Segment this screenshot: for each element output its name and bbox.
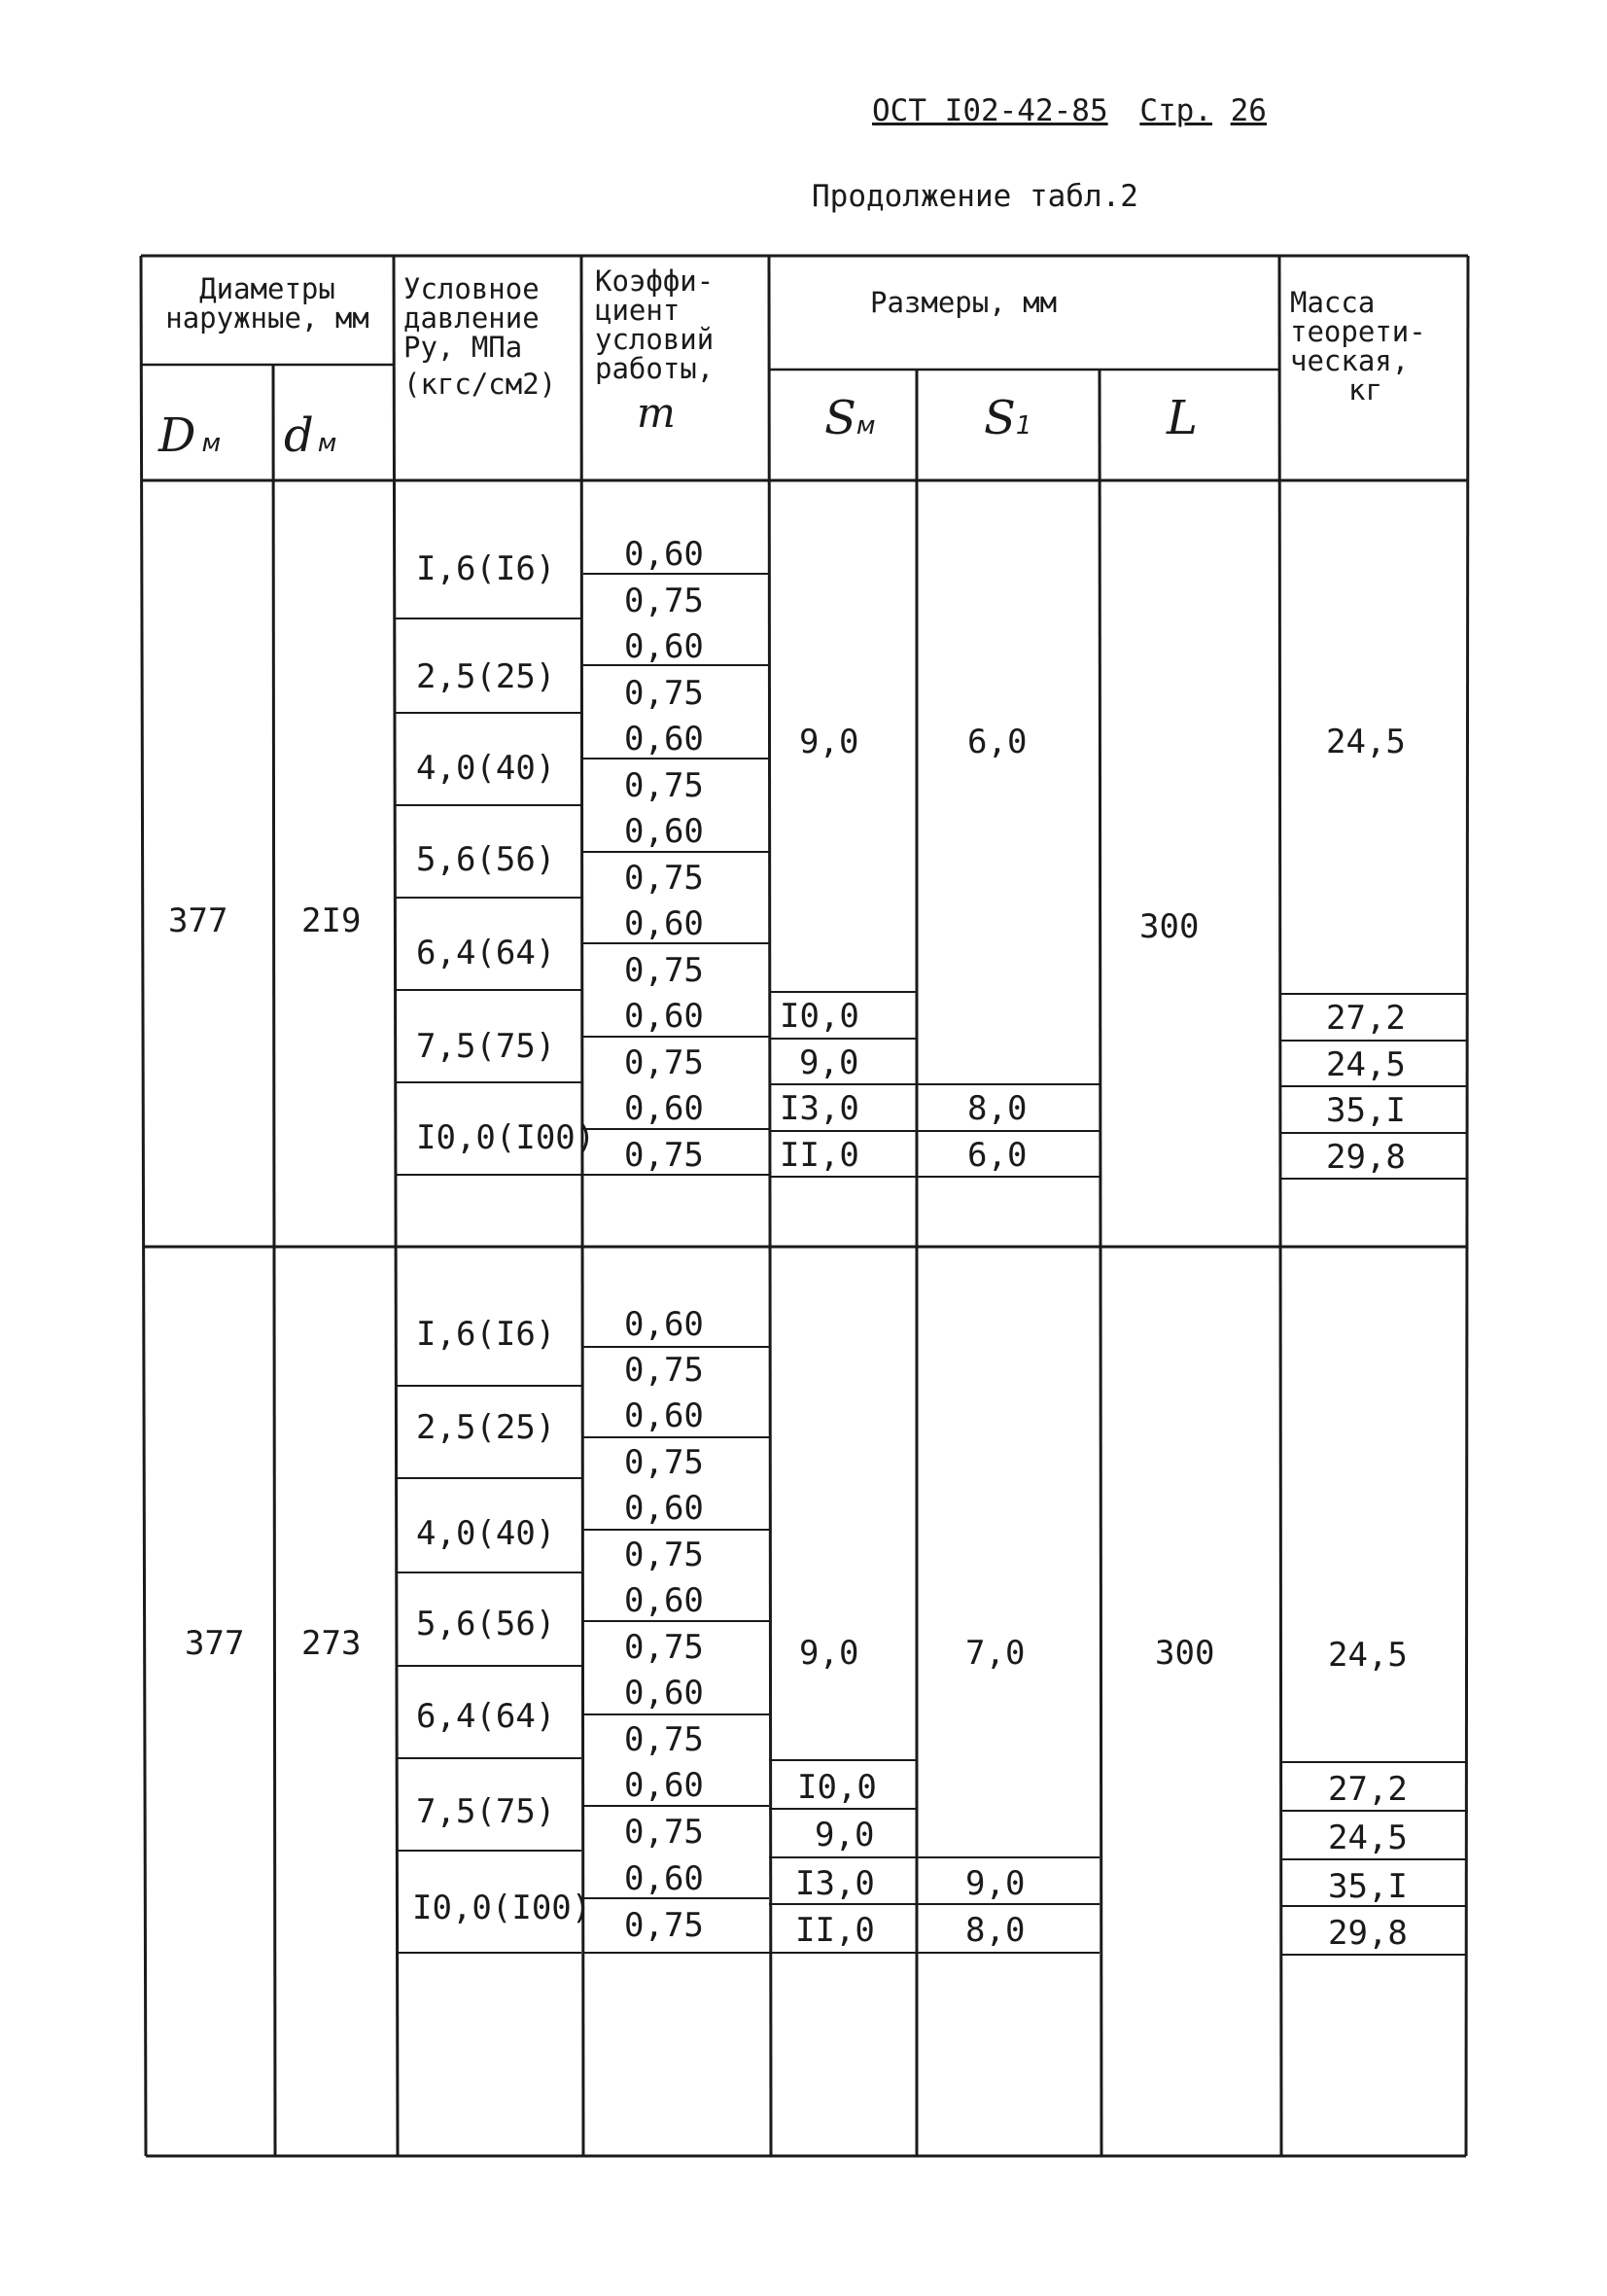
doc-code-text: ОСТ I02-42-85	[872, 93, 1108, 128]
coef-header-line: Коэффи-	[595, 265, 715, 298]
pressure-header-line: (кгс/см2)	[403, 368, 557, 401]
block1-pressure: 4,0(40)	[416, 749, 556, 788]
D-subscript: м	[201, 429, 222, 458]
block1-m: 0,75	[624, 766, 704, 805]
pressure-header-line: Условное	[403, 272, 540, 305]
coef-header	[595, 266, 714, 383]
block1-mass: 24,5	[1326, 1045, 1406, 1084]
block2-m: 0,60	[624, 1859, 704, 1898]
S1-subscript: 1	[1015, 411, 1032, 441]
L-column-header: L	[1167, 391, 1198, 445]
block1-pressure: 2,5(25)	[416, 657, 556, 696]
block1-m: 0,75	[624, 674, 704, 713]
block1-m: 0,60	[624, 904, 704, 943]
block2-D: 377	[185, 1624, 245, 1663]
block2-pressure: I,6(I6)	[416, 1315, 556, 1354]
block2-m: 0,75	[624, 1813, 704, 1852]
coef-header-line: работы,	[595, 352, 715, 385]
block2-L: 300	[1155, 1634, 1215, 1673]
block1-pressure: 5,6(56)	[416, 840, 556, 879]
block1-m: 0,75	[624, 951, 704, 990]
block1-Sm: I3,0	[780, 1089, 859, 1128]
mass-header-line: теорети-	[1290, 315, 1426, 348]
block1-pressure: 7,5(75)	[416, 1027, 556, 1066]
block1-pressure: I,6(I6)	[416, 549, 556, 588]
S1-column-header	[984, 391, 1031, 445]
d-column-header	[284, 408, 336, 463]
block2-pressure: 6,4(64)	[416, 1697, 556, 1736]
coef-header-line: циент	[595, 294, 681, 327]
block1-pressure: I0,0(I00)	[416, 1118, 596, 1157]
S1-symbol: S	[984, 391, 1016, 445]
block1-m: 0,75	[624, 1043, 704, 1082]
block2-m: 0,60	[624, 1674, 704, 1713]
block1-Sm: II,0	[780, 1136, 859, 1175]
block2-Sm: 9,0	[799, 1634, 859, 1673]
block2-pressure: 7,5(75)	[416, 1792, 556, 1831]
block1-mass: 27,2	[1326, 999, 1406, 1038]
block2-d: 273	[301, 1624, 362, 1663]
block1-m: 0,75	[624, 859, 704, 898]
block2-Sm: I3,0	[795, 1864, 875, 1903]
block2-pressure: I0,0(I00)	[412, 1889, 592, 1927]
block2-mass: 24,5	[1328, 1636, 1408, 1675]
block2-m: 0,75	[624, 1720, 704, 1759]
block1-S1: 8,0	[967, 1089, 1028, 1128]
mass-header-line: кг	[1348, 373, 1382, 406]
block2-mass: 24,5	[1328, 1819, 1408, 1857]
block1-S1: 6,0	[967, 1136, 1028, 1175]
block1-m: 0,60	[624, 720, 704, 759]
table-caption: Продолжение табл.2	[812, 179, 1138, 214]
d-subscript: м	[317, 429, 337, 458]
block2-m: 0,75	[624, 1628, 704, 1667]
block2-m: 0,60	[624, 1305, 704, 1344]
block2-m: 0,60	[624, 1581, 704, 1620]
block2-mass: 27,2	[1328, 1770, 1408, 1809]
block1-pressure: 6,4(64)	[416, 934, 556, 972]
block1-mass: 24,5	[1326, 723, 1406, 761]
block2-m: 0,75	[624, 1443, 704, 1482]
S-m-symbol: S	[824, 391, 856, 445]
d-symbol: d	[284, 408, 314, 463]
block2-pressure: 2,5(25)	[416, 1408, 556, 1447]
block2-m: 0,60	[624, 1766, 704, 1805]
block2-S1: 9,0	[965, 1864, 1026, 1903]
block2-m: 0,60	[624, 1489, 704, 1528]
block2-m: 0,75	[624, 1906, 704, 1945]
coef-symbol: m	[637, 389, 676, 437]
block1-m: 0,60	[624, 535, 704, 574]
block2-Sm: 9,0	[815, 1816, 875, 1854]
block2-Sm: I0,0	[797, 1768, 877, 1807]
mass-header-line: ческая,	[1290, 344, 1410, 377]
block1-D: 377	[168, 901, 228, 940]
pressure-header-line: давление	[403, 301, 540, 335]
block1-m: 0,60	[624, 997, 704, 1036]
block1-mass: 35,I	[1326, 1091, 1406, 1130]
block2-pressure: 5,6(56)	[416, 1605, 556, 1643]
block2-S1: 8,0	[965, 1911, 1026, 1950]
page-number: 26	[1230, 93, 1267, 128]
block2-Sm: II,0	[795, 1911, 875, 1950]
S-m-subscript: м	[856, 411, 876, 441]
diameters-group-header: Диаметры наружные, мм	[165, 272, 369, 335]
block2-mass: 29,8	[1328, 1914, 1408, 1953]
block1-m: 0,60	[624, 812, 704, 851]
block2-pressure: 4,0(40)	[416, 1514, 556, 1553]
block2-mass: 35,I	[1328, 1867, 1408, 1906]
mass-header	[1290, 288, 1426, 405]
block1-mass: 29,8	[1326, 1138, 1406, 1177]
block1-m: 0,75	[624, 582, 704, 620]
block1-Sm: 9,0	[799, 723, 859, 761]
block1-m: 0,60	[624, 1089, 704, 1128]
D-column-header	[158, 408, 221, 463]
pressure-header	[403, 274, 556, 399]
page-label: Стр.	[1139, 93, 1212, 128]
block2-m: 0,60	[624, 1396, 704, 1435]
block2-S1: 7,0	[965, 1634, 1026, 1673]
block1-S1: 6,0	[967, 723, 1028, 761]
sizes-group-header: Размеры, мм	[870, 286, 1058, 319]
block2-m: 0,75	[624, 1536, 704, 1574]
S-m-column-header	[824, 391, 876, 445]
mass-header-line: Масса	[1290, 286, 1376, 319]
D-symbol: D	[158, 408, 196, 463]
block2-m: 0,75	[624, 1351, 704, 1390]
block1-Sm: I0,0	[780, 997, 859, 1036]
block1-d: 2I9	[301, 901, 362, 940]
coef-header-line: условий	[595, 323, 715, 356]
block1-m: 0,60	[624, 627, 704, 666]
pressure-header-line: Ру, МПа	[403, 331, 523, 364]
block1-m: 0,75	[624, 1136, 704, 1175]
block1-L: 300	[1139, 907, 1200, 946]
block1-Sm: 9,0	[799, 1043, 859, 1082]
